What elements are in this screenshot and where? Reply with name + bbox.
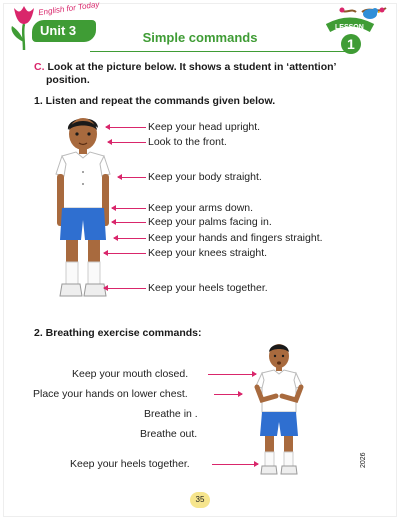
instruction-line-1: Look at the picture below. It shows a student in ‘attention’ (47, 61, 337, 73)
lesson-label: LESSON (335, 24, 364, 31)
arrow-palms-in (112, 222, 146, 223)
command-hands-chest: Place your hands on lower chest. (33, 388, 188, 400)
instruction-text (34, 61, 364, 87)
section-1-heading: 1. Listen and repeat the commands given below. (34, 95, 276, 107)
arrow-fingers-straight (114, 238, 146, 239)
arrow-head-upright (106, 127, 146, 128)
activity-letter: C. (34, 61, 45, 73)
command-look-front: Look to the front. (148, 136, 227, 148)
arrow-body-straight (118, 177, 146, 178)
page-header (0, 0, 400, 60)
command-mouth-closed: Keep your mouth closed. (72, 368, 189, 380)
command-heels-together: Keep your heels together. (148, 282, 268, 294)
command-palms-in: Keep your palms facing in. (148, 216, 272, 228)
command-fingers-straight: Keep your hands and fingers straight. (148, 232, 323, 244)
command-arms-down: Keep your arms down. (148, 202, 254, 214)
instruction-line-2: position. (46, 74, 90, 86)
lesson-number: 1 (347, 36, 355, 52)
command-breathe-out: Breathe out. (140, 428, 198, 440)
command-head-upright: Keep your head upright. (148, 121, 261, 133)
section-2-heading: 2. Breathing exercise commands: (34, 327, 202, 339)
header-divider (90, 51, 352, 52)
unit-label: Unit 3 (32, 20, 96, 42)
student-breathing-figure (252, 340, 308, 480)
command-breathe-in: Breathe in . (144, 408, 198, 420)
arrow-heels-together-2 (212, 464, 258, 465)
command-heels-together-2: Keep your heels together. (70, 458, 190, 470)
series-title: English for Today (37, 0, 100, 18)
year-mark: 2026 (360, 452, 367, 468)
page-number: 35 (190, 492, 210, 508)
lesson-badge (326, 4, 390, 56)
arrow-hands-chest (214, 394, 242, 395)
page-title: Simple commands (142, 30, 258, 45)
arrow-knees-straight (104, 253, 146, 254)
command-knees-straight: Keep your knees straight. (148, 247, 268, 259)
command-body-straight: Keep your body straight. (148, 171, 262, 183)
arrow-mouth-closed (208, 374, 256, 375)
arrow-arms-down (112, 208, 146, 209)
arrow-look-front (108, 142, 146, 143)
arrow-heels-together (104, 288, 146, 289)
